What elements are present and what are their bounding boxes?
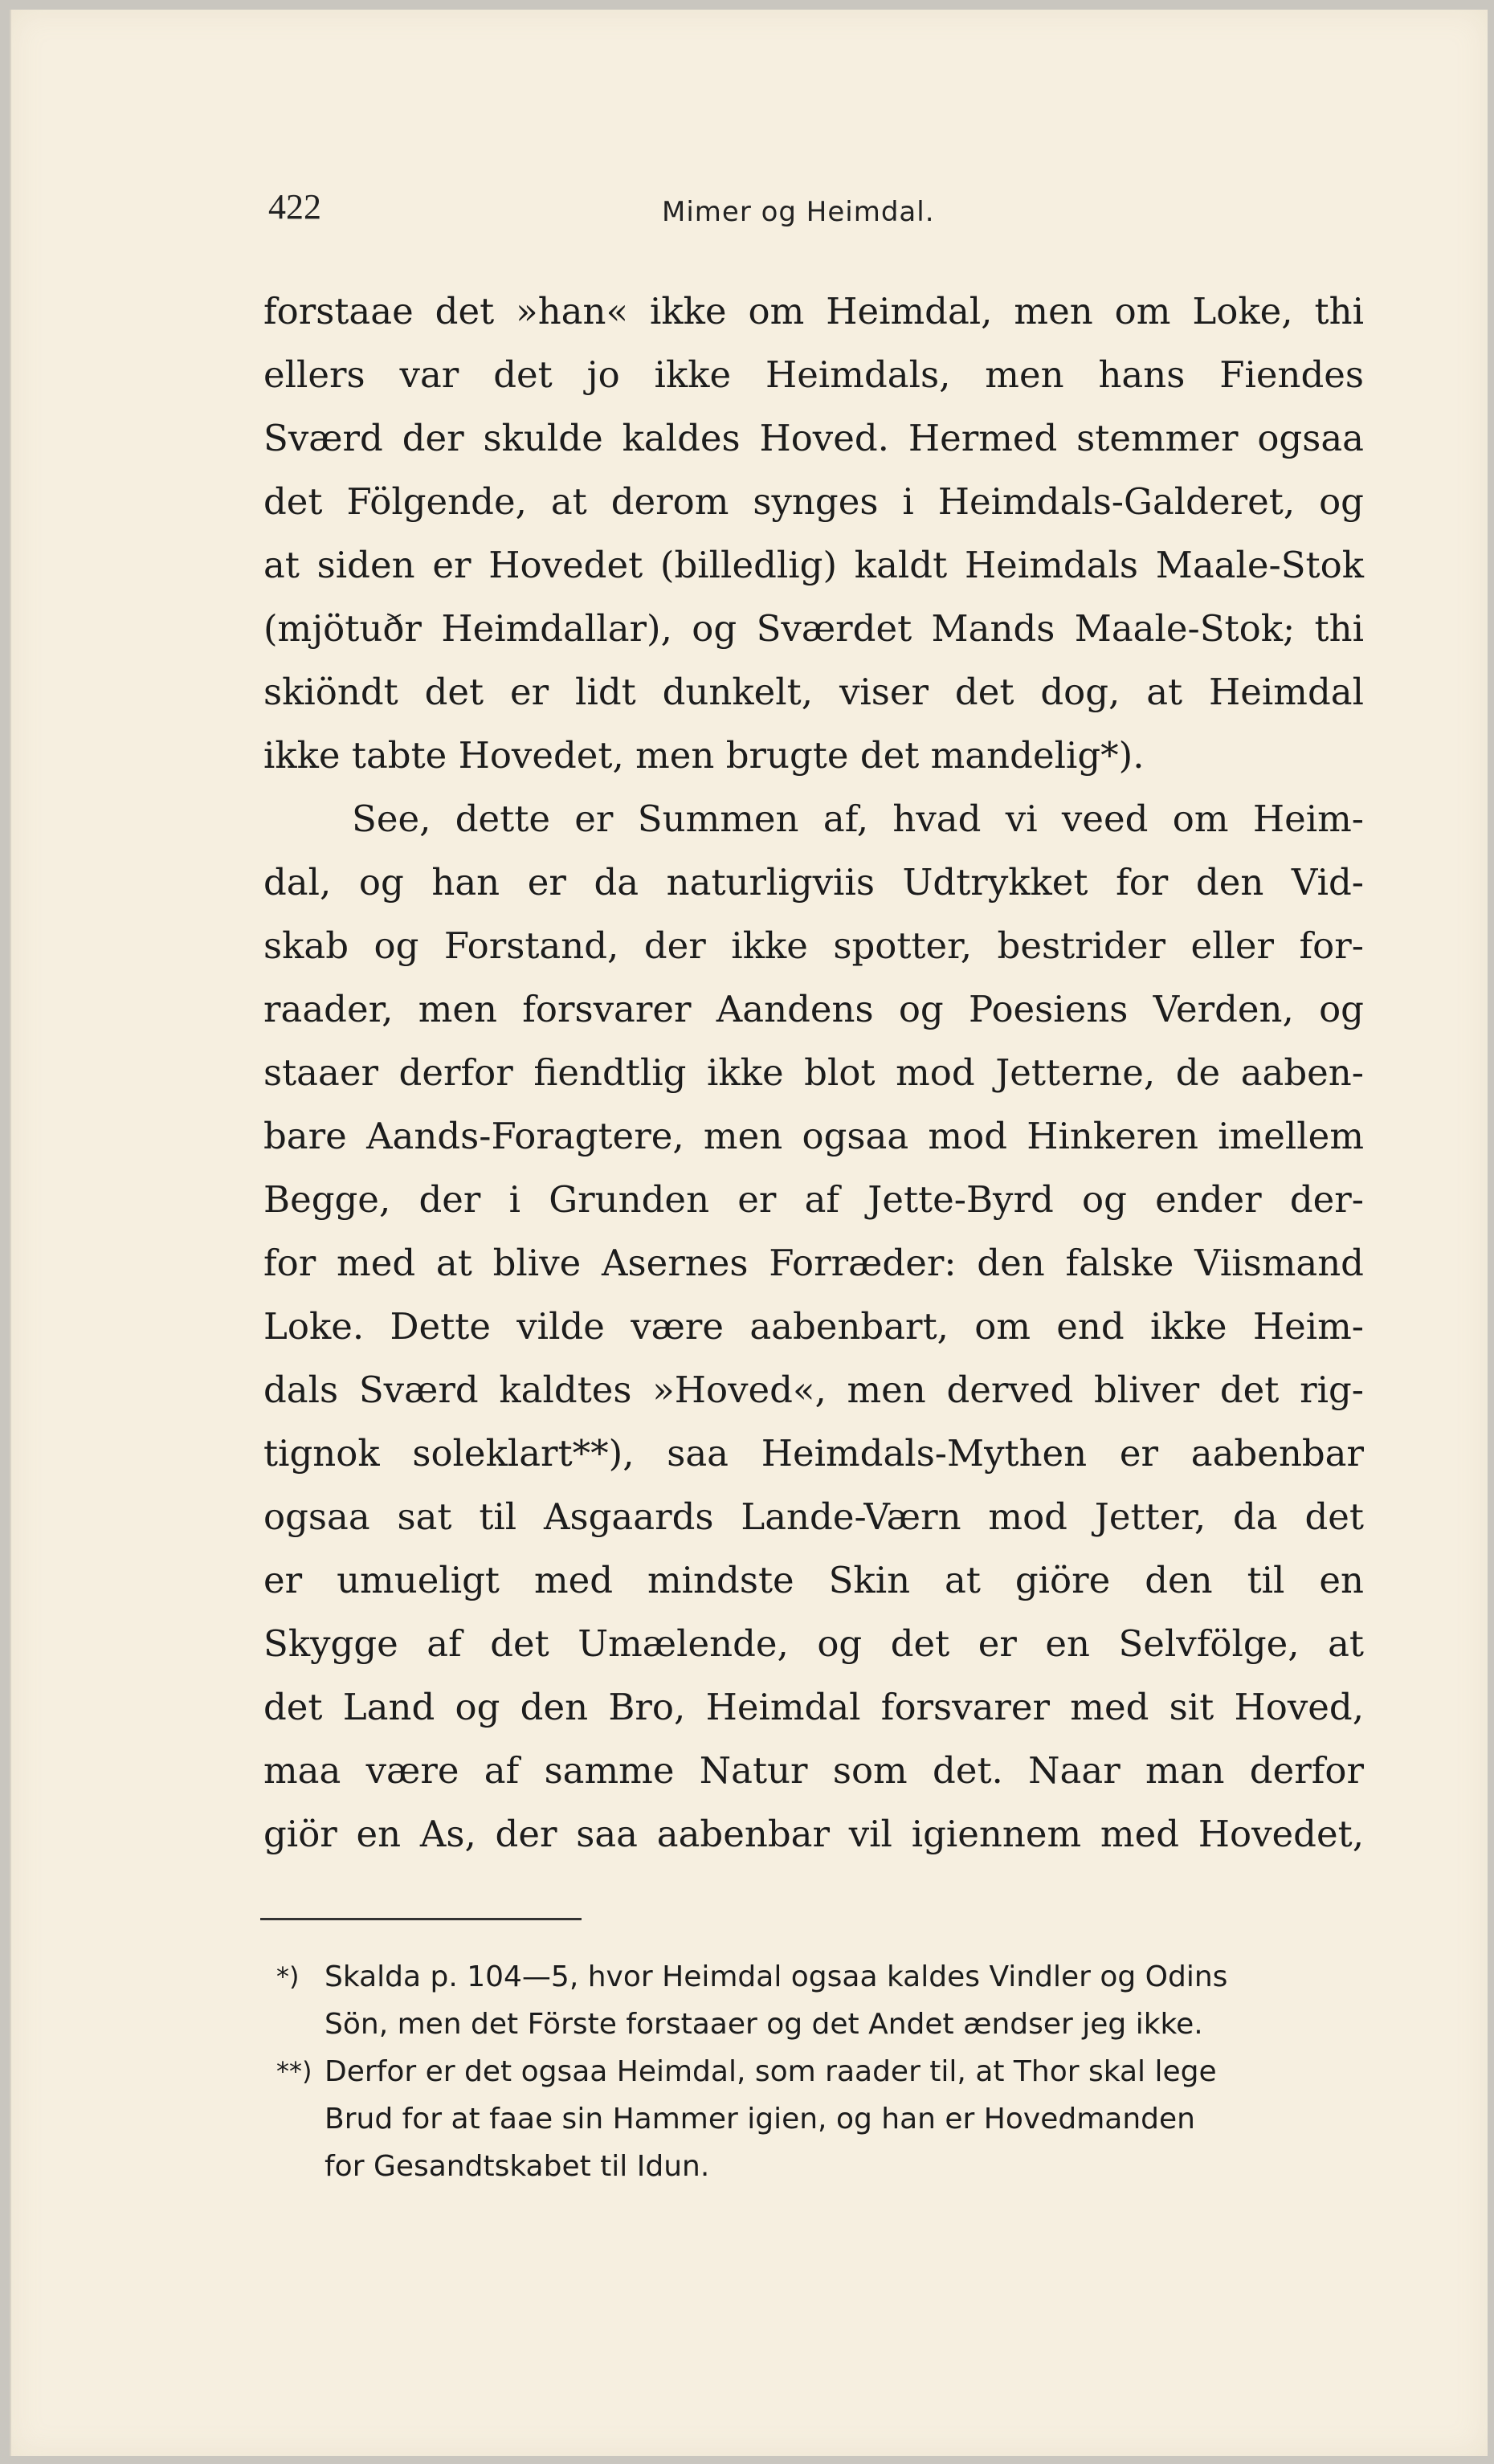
page-header [268,186,1393,235]
text-line: ikke tabte Hovedet, men brugte det mandelig*). [263,734,1145,777]
text-line: maa være af samme Natur som det. Naar man derfor [263,1749,1364,1792]
text-line: for med at blive Asernes Forræder: den falske Viismand [263,1242,1364,1284]
text-line: See, dette er Summen af, hvad vi veed om Heim- [352,798,1364,840]
footnote-line [276,1953,1369,2001]
text-line: forstaae det »han« ikke om Heimdal, men om Loke, thi [263,290,1364,332]
page-number: 422 [268,187,321,226]
footnote-text: Brud for at faae sin Hammer igien, og han er Hovedmanden [325,2103,1195,2136]
footnote-line [276,2048,1369,2095]
footnote-text: Derfor er det ogsaa Heimdal, som raader til, at Thor skal lege [325,2055,1217,2088]
footnotes [276,1953,1369,2190]
footnote-text: for Gesandtskabet til Idun. [325,2150,710,2183]
text-line: er umueligt med mindste Skin at giöre den til en [263,1559,1364,1601]
book-page [10,10,1488,2456]
text-line: det Land og den Bro, Heimdal forsvarer med sit Hoved, [263,1686,1364,1728]
footnote-text: Sön, men det Förste forstaaer og det Andet ændser jeg ikke. [325,2008,1203,2041]
text-line: (mjötuðr Heimdallar), og Sværdet Mands Maale-Stok; thi [263,607,1364,650]
text-line: Skygge af det Umælende, og det er en Selvfölge, at [263,1622,1364,1665]
footnote-mark: **) [276,2056,312,2087]
footnote-line [276,2095,1369,2143]
text-line: skiöndt det er lidt dunkelt, viser det dog, at Heimdal [263,671,1364,713]
footnote-line [276,2001,1369,2048]
text-line: Begge, der i Grunden er af Jette-Byrd og ender der- [263,1178,1364,1221]
text-line: skab og Forstand, der ikke spotter, bestrider eller for- [263,924,1364,967]
main-text [263,279,1364,1866]
text-line: raader, men forsvarer Aandens og Poesiens Verden, og [263,988,1364,1030]
footnote-line [276,2143,1369,2190]
running-title: Mimer og Heimdal. [662,196,935,228]
text-line: ellers var det jo ikke Heimdals, men hans Fiendes [263,353,1364,396]
footnote-divider [260,1918,582,1920]
text-line: det Fölgende, at derom synges i Heimdals-Galderet, og [263,480,1364,523]
text-line: Loke. Dette vilde være aabenbart, om end ikke Heim- [263,1305,1364,1348]
text-line: ogsaa sat til Asgaards Lande-Værn mod Jetter, da det [263,1495,1364,1538]
text-line: bare Aands-Foragtere, men ogsaa mod Hinkeren imellem [263,1115,1364,1157]
footnote-text: Skalda p. 104—5, hvor Heimdal ogsaa kaldes Vindler og Odins [325,1960,1228,1993]
text-line: dal, og han er da naturligviis Udtrykket for den Vid- [263,861,1364,904]
text-line: Sværd der skulde kaldes Hoved. Hermed stemmer ogsaa [263,417,1364,459]
text-line: staaer derfor fiendtlig ikke blot mod Jetterne, de aaben- [263,1051,1364,1094]
text-line: tignok soleklart**), saa Heimdals-Mythen er aabenbar [263,1432,1364,1475]
text-line: dals Sværd kaldtes »Hoved«, men derved bliver det rig- [263,1369,1364,1411]
text-line: giör en As, der saa aabenbar vil igiennem med Hovedet, [263,1813,1364,1855]
text-line: at siden er Hovedet (billedlig) kaldt Heimdals Maale-Stok [263,544,1364,586]
footnote-mark: *) [276,1961,300,1992]
